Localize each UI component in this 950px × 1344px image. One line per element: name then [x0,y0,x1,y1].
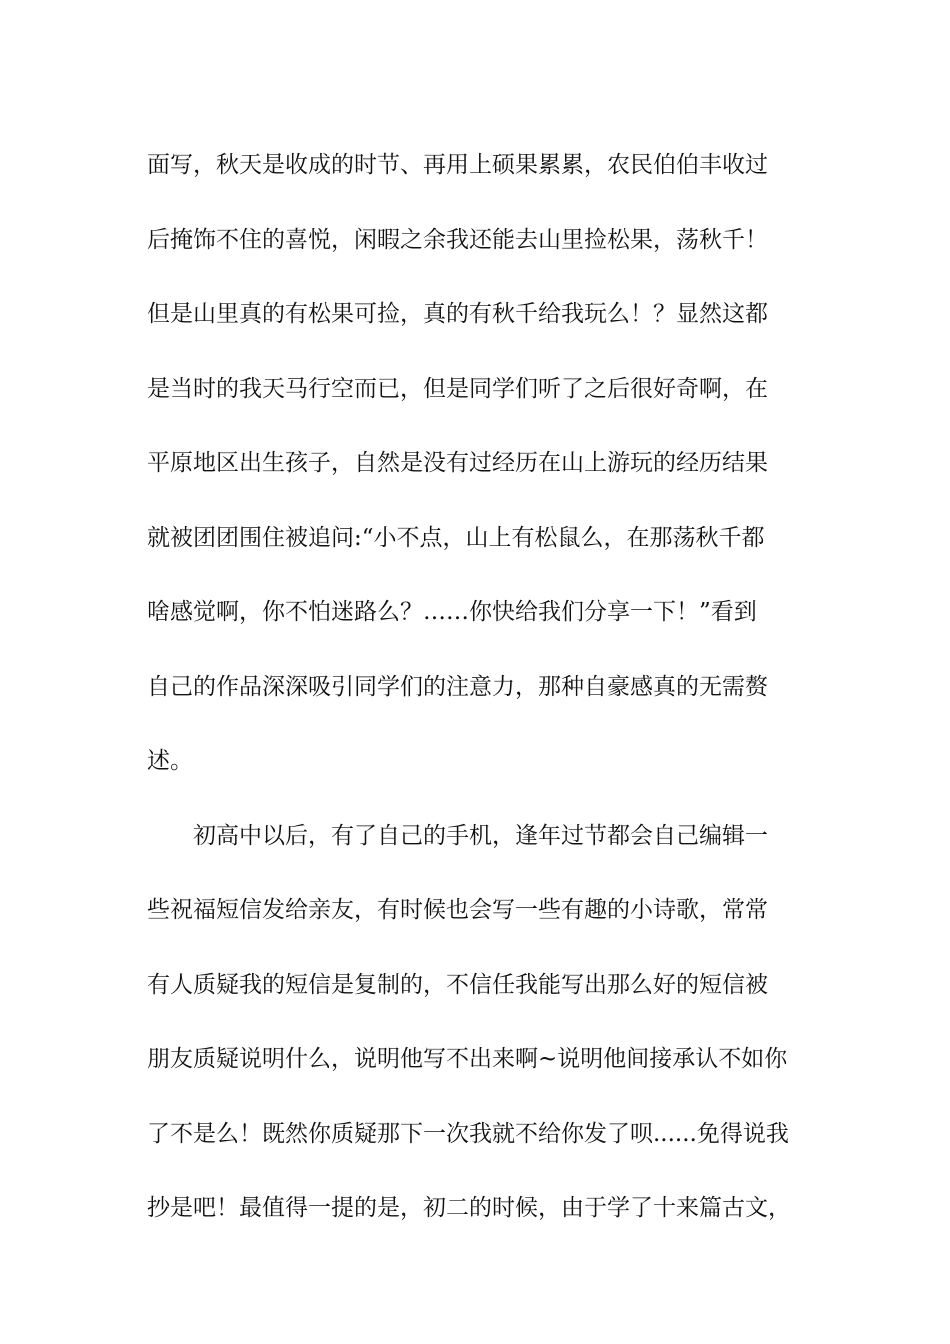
text-line-7: 啥感觉啊，你不怕迷路么？……你快给我们分享一下！”看到 [147,599,757,625]
text-line-8: 自己的作品深深吸引同学们的注意力，那种自豪感真的无需赘 [147,673,768,700]
text-line-10: 初高中以后，有了自己的手机，逢年过节都会自己编辑一 [193,822,768,849]
text-line-14: 了不是么！既然你质疑那下一次我就不给你发了呗......免得说我 [147,1120,789,1147]
text-line-5: 平原地区出生孩子，自然是没有过经历在山上游玩的经历结果 [147,450,768,476]
text-line-1: 面写，秋天是收成的时节、再用上硕果累累，农民伯伯丰收过 [147,152,768,178]
text-line-6: 就被团团围住被追问:“小不点，山上有松鼠么，在那荡秋千都 [147,524,765,551]
text-line-3: 但是山里真的有松果可捡，真的有秋千给我玩么！？显然这都 [147,301,768,327]
text-line-11: 些祝福短信发给亲友，有时候也会写一些有趣的小诗歌，常常 [147,897,768,923]
text-line-4: 是当时的我天马行空而已，但是同学们听了之后很好奇啊，在 [147,375,768,402]
text-line-2: 后掩饰不住的喜悦，闲暇之余我还能去山里捡松果，荡秋千！ [147,226,768,253]
text-line-15: 抄是吧！最值得一提的是，初二的时候，由于学了十来篇古文， [147,1195,791,1221]
text-line-9: 述。 [147,748,193,774]
text-line-13: 朋友质疑说明什么，说明他写不出来啊~说明他间接承认不如你 [147,1046,788,1072]
text-line-12: 有人质疑我的短信是复制的，不信任我能写出那么好的短信被 [147,971,768,998]
body-text [147,128,827,1246]
